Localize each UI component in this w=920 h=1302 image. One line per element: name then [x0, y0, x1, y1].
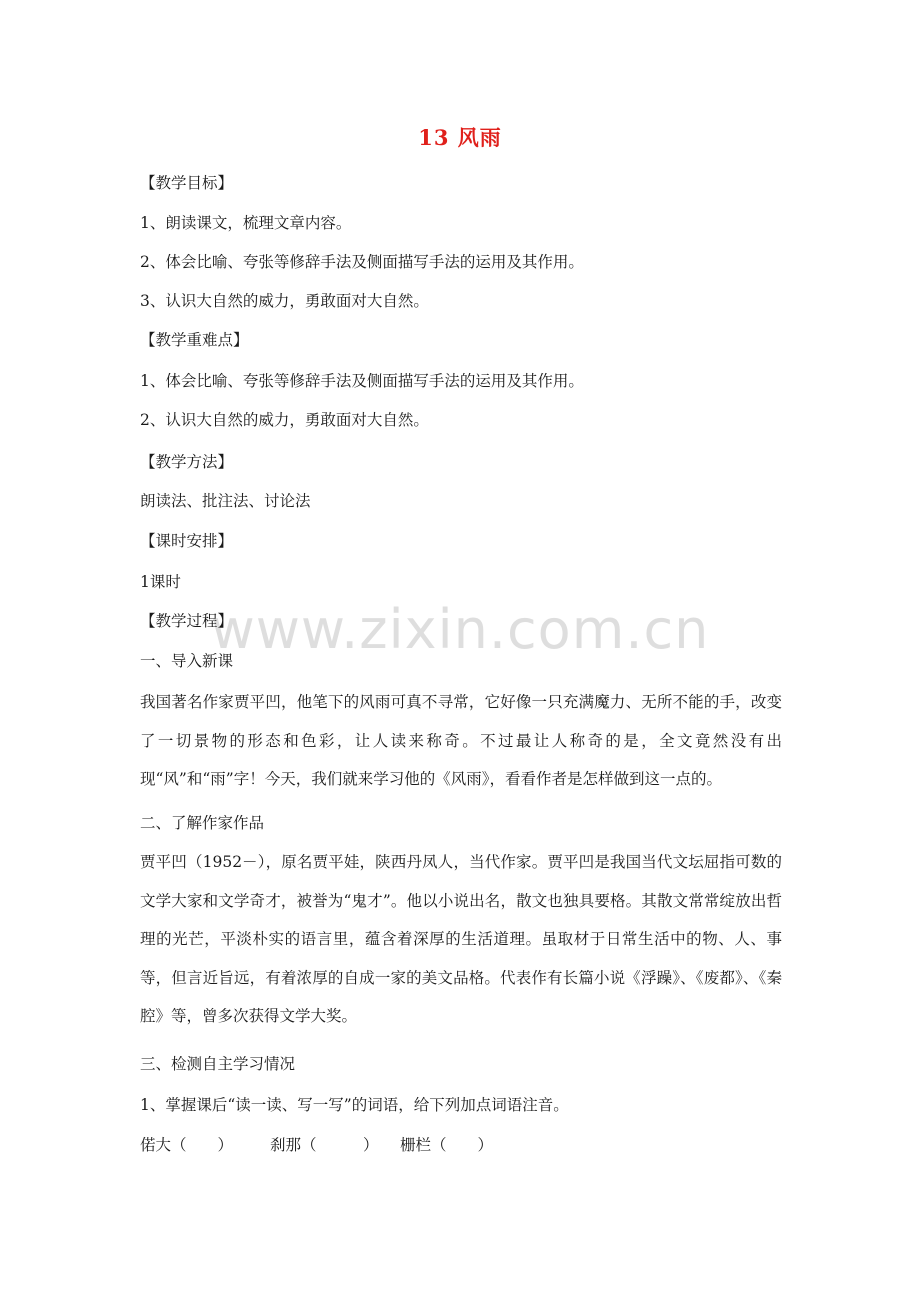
part1-heading: 一、导入新课	[140, 652, 234, 670]
goal-item-2: 2、体会比喻、夸张等修辞手法及侧面描写手法的运用及其作用。	[140, 253, 584, 271]
method-heading: 【教学方法】	[140, 453, 234, 471]
part3-item-1: 1、掌握课后“读一读、写一写”的词语，给下列加点词语注音。	[140, 1096, 569, 1114]
method-text: 朗读法、批注法、讨论法	[140, 492, 311, 510]
watermark-text: www.zixin.com.cn	[210, 598, 710, 661]
key-points-heading: 【教学重难点】	[140, 331, 249, 349]
page-title: 13 风雨	[418, 125, 502, 150]
goal-item-1: 1、朗读课文，梳理文章内容。	[140, 214, 352, 232]
pinyin-blanks	[140, 1134, 493, 1156]
schedule-text: 1课时	[140, 573, 181, 591]
process-heading: 【教学过程】	[140, 612, 234, 630]
part1-paragraph: 我国著名作家贾平凹，他笔下的风雨可真不寻常，它好像一只充满魔力、无所不能的手，改变了一切景物的形态和色彩，让人读来称奇。不过最让人称奇的是，全文竟然没有出现“风”和“雨”字！今天，我们就来学习他的《风雨》，看看作者是怎样做到这一点的。	[140, 693, 782, 788]
part2-paragraph: 贾平凹（1952－），原名贾平娃，陕西丹凤人，当代作家。贾平凹是我国当代文坛屈指可数的文学大家和文学奇才，被誉为“鬼才”。他以小说出名，散文也独具要格。其散文常常绽放出哲理的光芒，平淡朴实的语言里，蕴含着深厚的生活道理。虽取材于日常生活中的物、人、事等，但言近旨远，有着浓厚的自成一家的美文品格。代表作有长篇小说《浮躁》、《废都》、《秦腔》等，曾多次获得文学大奖。	[140, 853, 782, 1025]
blank-item-1: 偌大（ ）	[140, 1136, 234, 1154]
blank-item-3: 栅栏（ ）	[400, 1136, 494, 1154]
goal-item-3: 3、认识大自然的威力，勇敢面对大自然。	[140, 292, 429, 310]
goals-heading: 【教学目标】	[140, 174, 234, 192]
part3-heading: 三、检测自主学习情况	[140, 1055, 296, 1073]
key-point-item-1: 1、体会比喻、夸张等修辞手法及侧面描写手法的运用及其作用。	[140, 372, 584, 390]
key-point-item-2: 2、认识大自然的威力，勇敢面对大自然。	[140, 411, 429, 429]
schedule-heading: 【课时安排】	[140, 532, 234, 550]
part2-heading: 二、了解作家作品	[140, 814, 265, 832]
blank-item-2: 刹那（ ）	[270, 1136, 379, 1154]
